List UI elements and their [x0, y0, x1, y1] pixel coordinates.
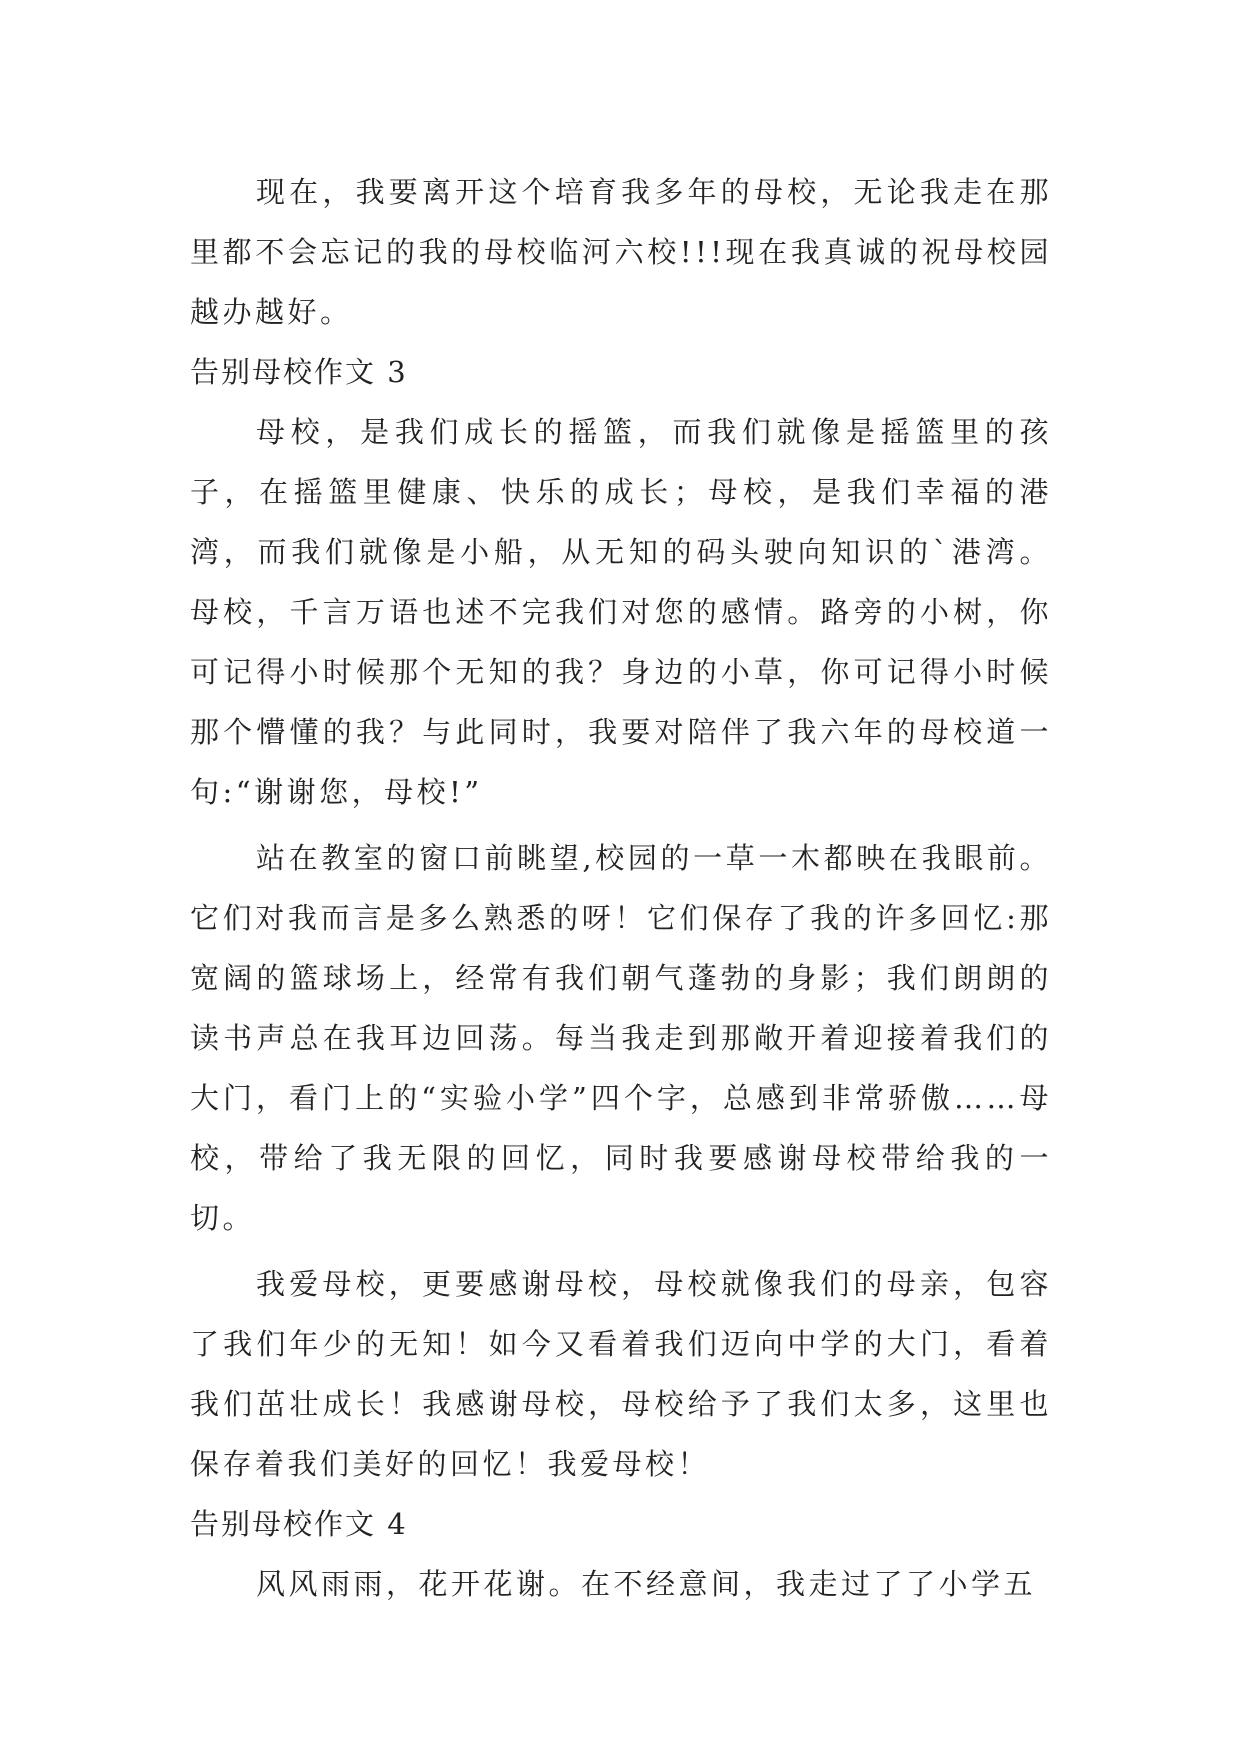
paragraph-farewell-wish: 现在，我要离开这个培育我多年的母校，无论我走在那里都不会忘记的我的母校临河六校!!!现在我真诚的祝母校园越办越好。 [190, 175, 1052, 329]
paragraph-love-school: 我爱母校，更要感谢母校，母校就像我们的母亲，包容了我们年少的无知！如今又看着我们迈向中学的大门，看着我们茁壮成长！我感谢母校，母校给予了我们太多，这里也保存着我们美好的回忆！我爱母校！ [190, 1267, 1052, 1481]
paragraph-seasons-pass: 风风雨雨，花开花谢。在不经意间，我走过了了小学五 [256, 1567, 1037, 1601]
section-heading-essay-4: 告别母校作文 4 [190, 1507, 408, 1541]
essay-body [190, 162, 1052, 1614]
section-heading-essay-3: 告别母校作文 3 [190, 355, 408, 389]
paragraph-classroom-window: 站在教室的窗口前眺望,校园的一草一木都映在我眼前。它们对我而言是多么熟悉的呀！它们保存了我的许多回忆:那宽阔的篮球场上，经常有我们朝气蓬勃的身影；我们朗朗的读书声总在我耳边回荡。每当我走到那敞开着迎接着我们的大门，看门上的“实验小学”四个字，总感到非常骄傲……母校，带给了我无限的回忆，同时我要感谢母校带给我的一切。 [190, 841, 1052, 1235]
paragraph-school-cradle: 母校，是我们成长的摇篮，而我们就像是摇篮里的孩子，在摇篮里健康、快乐的成长；母校，是我们幸福的港湾，而我们就像是小船，从无知的码头驶向知识的`港湾。母校，千言万语也述不完我们对您的感情。路旁的小树，你可记得小时候那个无知的我？身边的小草，你可记得小时候那个懵懂的我？与此同时，我要对陪伴了我六年的母校道一句:“谢谢您，母校!” [190, 415, 1052, 809]
